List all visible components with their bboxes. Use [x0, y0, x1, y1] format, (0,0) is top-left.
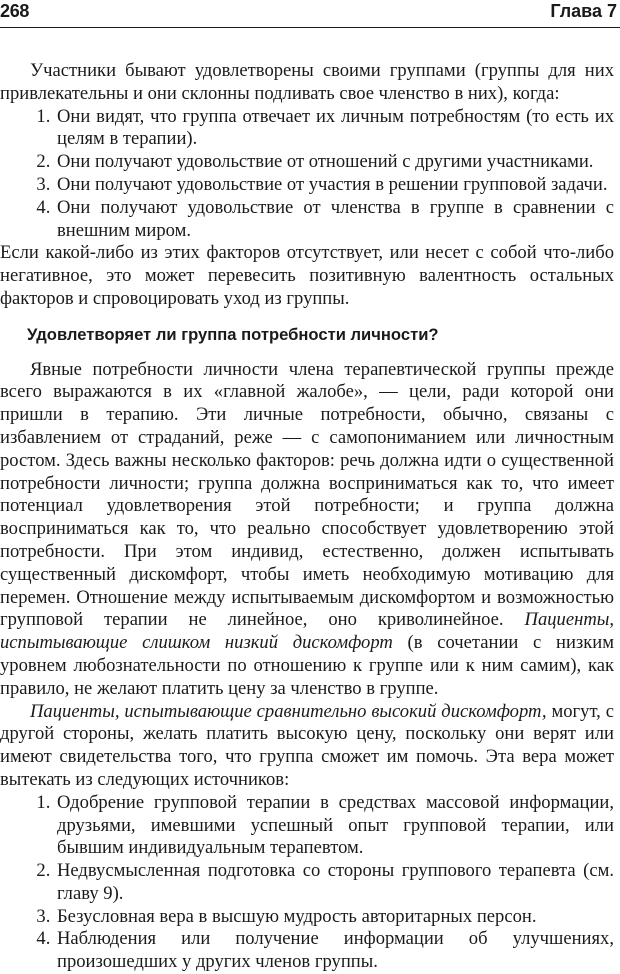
list-item: 2. Они получают удовольствие от отношений с другими участниками. [55, 151, 614, 174]
note-paragraph: Если какой-либо из этих факторов отсутствует, или несет с собой что-либо негативное, это может перевесить позитивную валентность остальных факторов и спровоцировать уход из группы. [0, 242, 614, 309]
section-heading: Удовлетворяет ли группа потребности личности? [27, 324, 439, 344]
page-content [0, 60, 614, 974]
belief-sources-list [0, 792, 614, 974]
paragraph-text: (в сочетании с низким уровнем любознательности по отношению к группе или к ним самим), как правило, не желают платить цену за членство в группе. [0, 632, 614, 699]
list-item: 3. Безусловная вера в высшую мудрость авторитарных персон. [55, 906, 614, 929]
page-number: 268 [0, 1, 30, 21]
list-item: 4. Они получают удовольствие от членства в группе в сравнении с внешним миром. [55, 197, 614, 243]
italic-phrase: Пациенты, испытывающие слишком низкий дискомфорт [0, 609, 614, 654]
satisfaction-list [0, 106, 614, 243]
italic-phrase: Пациенты, испытывающие сравнительно высокий дискомфорт, [30, 700, 547, 722]
body-paragraph [0, 701, 614, 792]
list-item: 1. Они видят, что группа отвечает их личным потребностям (то есть их целям в терапии). [55, 106, 614, 152]
header-rule [0, 27, 620, 28]
list-item: 3. Они получают удовольствие от участия в решении групповой задачи. [55, 174, 614, 197]
list-item: 4. Наблюдения или получение информации об улучшениях, произошедших у других членов группы. [55, 928, 614, 974]
page-header [0, 0, 620, 26]
body-paragraph [0, 359, 614, 701]
list-item: 1. Одобрение групповой терапии в средствах массовой информации, друзьями, имевшими успешный опыт групповой терапии, или бывшим индивидуальным терапевтом. [55, 792, 614, 860]
chapter-title: Глава 7 [550, 1, 617, 21]
intro-paragraph: Участники бывают удовлетворены своими группами (группы для них привлекательны и они склонны подливать свое членство в них), когда: [0, 60, 614, 104]
paragraph-text: могут, с другой стороны, желать платить высокую цену, поскольку они верят или имеют свидетельства того, что группа сможет им помочь. Эта вера может вытекать из следующих источников: [0, 700, 614, 790]
paragraph-text: Явные потребности личности члена терапевтической группы прежде всего выражаются в их «главной жалобе», — цели, ради которой они пришли в терапию. Эти личные потребности, обычно, связаны с избавлением от страданий, реже — с самопониманием или личностным ростом. Здесь важны несколько факторов: речь должна идти о существенной потребности личности; группа должна восприниматься как то, что имеет потенциал удовлетворения этой потребности; и группа должна восприниматься как то, что реально способствует удовлетворению этой потребности. При этом индивид, естественно, должен испытывать существенный дискомфорт, чтобы иметь необходимую мотивацию для перемен. Отношение между испытываемым дискомфортом и возможностью групповой терапии не линейное, оно криволинейное. [0, 358, 614, 631]
list-item: 2. Недвусмысленная подготовка со стороны группового терапевта (см. главу 9). [55, 860, 614, 906]
